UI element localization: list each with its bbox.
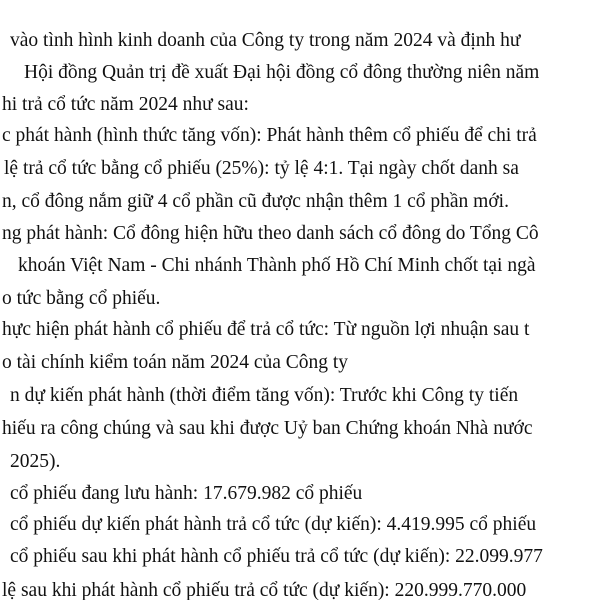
text-line-8: khoán Việt Nam - Chi nhánh Thành phố Hồ Chí Minh chốt tại ngà [18, 255, 536, 276]
text-line-11: o tài chính kiểm toán năm 2024 của Công ty [2, 352, 349, 373]
text-line-13: hiếu ra công chúng và sau khi được Uỷ ban Chứng khoán Nhà nước [2, 418, 533, 439]
text-line-6: n, cổ đông nắm giữ 4 cổ phần cũ được nhận thêm 1 cổ phần mới. [2, 191, 509, 212]
text-line-9: o tức bằng cổ phiếu. [2, 288, 161, 309]
text-line-3: hi trả cổ tức năm 2024 như sau: [2, 94, 249, 115]
text-line-12: n dự kiến phát hành (thời điểm tăng vốn): Trước khi Công ty tiến [10, 385, 519, 406]
text-line-10: hực hiện phát hành cổ phiếu để trả cổ tức: Từ nguồn lợi nhuận sau t [2, 319, 530, 340]
text-line-5: lệ trả cổ tức bằng cổ phiếu (25%): tỷ lệ 4:1. Tại ngày chốt danh sa [4, 158, 519, 179]
text-line-2: Hội đồng Quản trị đề xuất Đại hội đồng cổ đông thường niên năm [24, 62, 540, 83]
text-line-15: cổ phiếu đang lưu hành: 17.679.982 cổ phiếu [10, 483, 363, 504]
text-line-16: cổ phiếu dự kiến phát hành trả cổ tức (dự kiến): 4.419.995 cổ phiếu [10, 514, 537, 535]
text-line-18: lệ sau khi phát hành cổ phiếu trả cổ tức (dự kiến): 220.999.770.000 [2, 580, 527, 600]
text-line-4: c phát hành (hình thức tăng vốn): Phát hành thêm cổ phiếu để chi trả [2, 125, 537, 146]
text-line-17: cổ phiếu sau khi phát hành cổ phiếu trả cổ tức (dự kiến): 22.099.977 [10, 546, 543, 567]
text-line-14: 2025). [10, 451, 61, 472]
text-line-7: ng phát hành: Cổ đông hiện hữu theo danh sách cổ đông do Tổng Cô [2, 223, 539, 244]
text-line-1: vào tình hình kinh doanh của Công ty trong năm 2024 và định hư [10, 30, 521, 51]
